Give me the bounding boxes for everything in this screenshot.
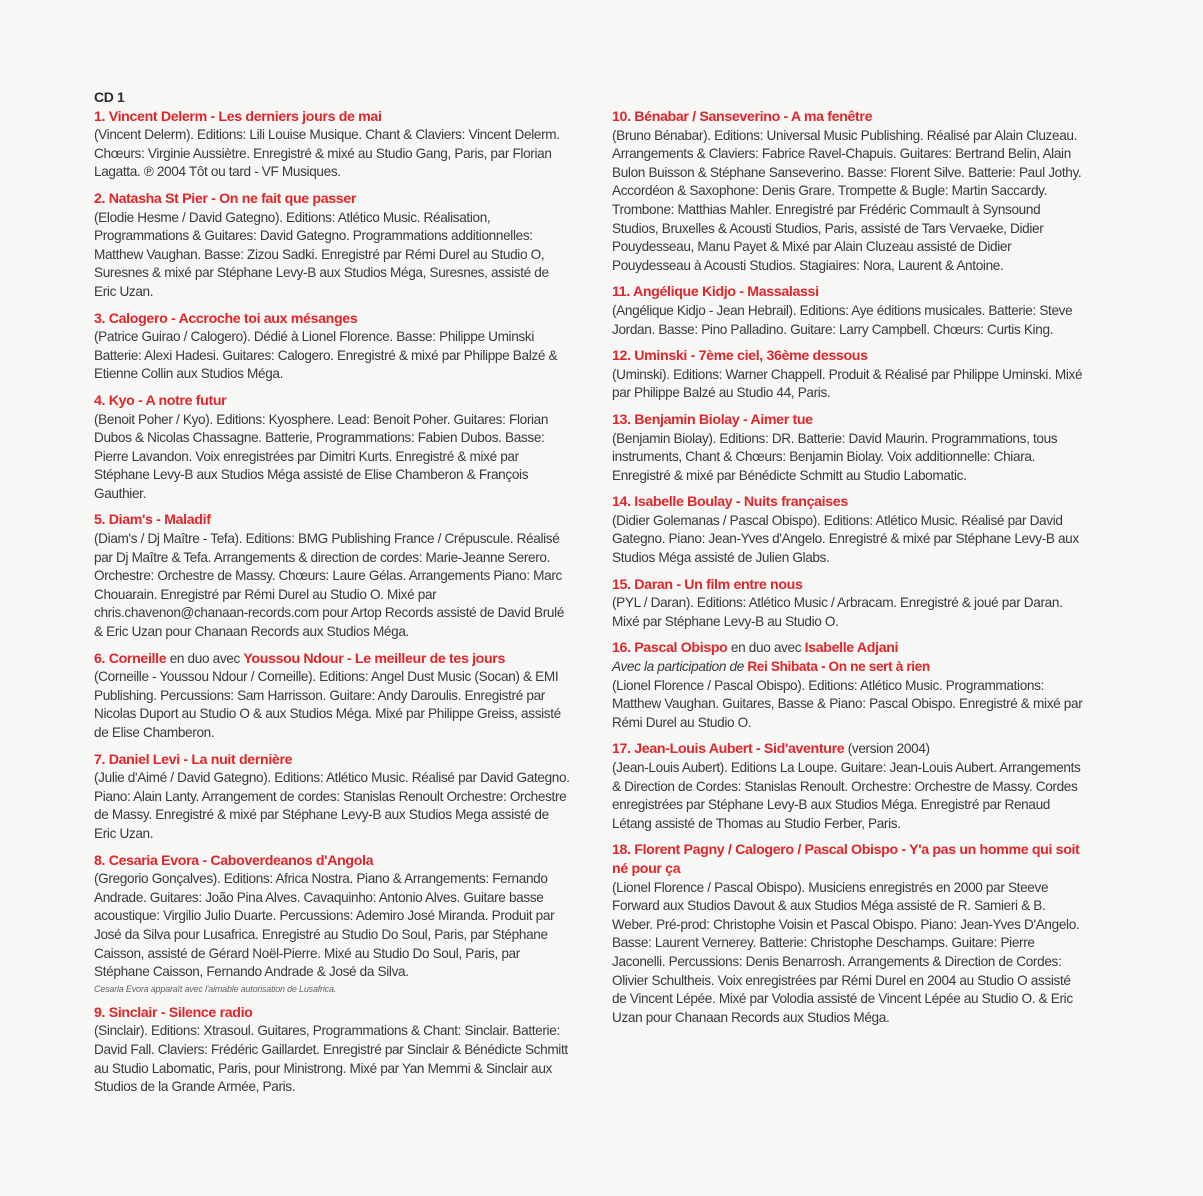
track-credits: (PYL / Daran). Editions: Atlético Music / Arbracam. Enregistré & joué par Daran. Mixé par Stéphane Levy-B au Studio O. bbox=[612, 595, 1063, 629]
track-credits: (Julie d'Aimé / David Gategno). Editions: Atlético Music. Réalisé par David Gategno. Piano: Alain Lanty. Arrangement de cordes: Stanislas Renoult Orchestre: Orchestre de Massy. Enregistré & mixé par Stéphane Levy-B aux Studios Mega assisté de Eric Uzan. bbox=[94, 770, 570, 841]
right-column bbox=[612, 108, 1086, 1035]
track-title: 11. Angélique Kidjo - Massalassi bbox=[612, 284, 819, 301]
track-entry bbox=[612, 841, 1086, 1027]
track-title: 1. Vincent Delerm - Les derniers jours de mai bbox=[94, 108, 382, 125]
track-entry bbox=[94, 511, 572, 641]
track-entry bbox=[94, 108, 572, 182]
track-title: 13. Benjamin Biolay - Aimer tue bbox=[612, 411, 813, 428]
track-credits: (Didier Golemanas / Pascal Obispo). Editions: Atlético Music. Réalisé par David Gategno. Piano: Jean-Yves d'Angelo. Enregistré & mixé par Stéphane Levy-B aux Studios Méga assisté de Julien Glabs. bbox=[612, 512, 1079, 566]
track-entry bbox=[612, 411, 1086, 485]
track-title: 15. Daran - Un film entre nous bbox=[612, 576, 803, 593]
track-title: 8. Cesaria Evora - Caboverdeanos d'Angola bbox=[94, 852, 374, 869]
track-entry bbox=[612, 639, 1086, 732]
track-entry bbox=[612, 108, 1086, 275]
track-entry bbox=[612, 283, 1086, 339]
track-title: 10. Bénabar / Sanseverino - A ma fenêtre bbox=[612, 109, 873, 125]
track-credits: (Elodie Hesme / David Gategno). Editions: Atlético Music. Réalisation, Programmations & Guitares: David Gategno. Programmations additionnelles: Matthew Vaughan. Basse: Zizou Sadki. Enregistré par Rémi Durel au Studio O, Suresnes & mixé par Stéphane Levy-B aux Studios Méga, Suresnes, assisté de Eric Uzan. bbox=[94, 209, 549, 299]
track-entry bbox=[94, 190, 572, 302]
track-entry bbox=[612, 347, 1086, 403]
track-subtitle-prefix: Avec la participation de bbox=[612, 659, 748, 675]
track-title: 5. Diam's - Maladif bbox=[94, 512, 211, 529]
track-title: 14. Isabelle Boulay - Nuits françaises bbox=[612, 494, 848, 511]
track-credits: (Uminski). Editions: Warner Chappell. Produit & Réalisé par Philippe Uminski. Mixé par Philippe Balzé au Studio 44, Paris. bbox=[612, 366, 1083, 401]
track-entry bbox=[94, 650, 572, 743]
track-credits: (Gregorio Gonçalves). Editions: Africa Nostra. Piano & Arrangements: Fernando Andrade. Guitares: João Pina Alves. Cavaquinho: Antonio Alves. Guitare basse acoustique: Virgilio Julio Duarte. Percussions: Ademiro José Miranda. Produit par José da Silva pour Lusafrica. Enregistré au Studio Do Soul, Paris, par Stéphane Caisson, assisté de Gérard Noël-Pierre. Mixé au Studio Do Soul, Paris, par Stéphane Caisson, Fernando Andrade & José da Silva. bbox=[94, 871, 555, 980]
cd-label: CD 1 bbox=[94, 89, 125, 105]
track-title-featured: Youssou Ndour - Le meilleur de tes jours bbox=[243, 650, 506, 667]
track-credits: (Benoit Poher / Kyo). Editions: Kyosphere. Lead: Benoit Poher. Guitares: Florian Dubos & Nicolas Chassagne. Batterie, Programmations: Fabien Dubos. Basse: Pierre Lavandon. Voix enregistrées par Dimitri Kurts. Enregistré & mixé par Stéphane Levy-B aux Studios Méga assisté de Elise Chamberon & François Gauthier. bbox=[94, 411, 549, 501]
track-entry bbox=[94, 1004, 572, 1097]
track-credits: (Patrice Guirao / Calogero). Dédié à Lionel Florence. Basse: Philippe Uminski Batterie: Alexi Hadesi. Guitares: Calogero. Enregistré & mixé par Philippe Balzé & Etienne Collin aux Studios Méga. bbox=[94, 329, 558, 382]
track-title: 2. Natasha St Pier - On ne fait que passer bbox=[94, 190, 357, 207]
track-subtitle-song: - On ne sert à rien bbox=[817, 659, 930, 675]
track-credits: (Bruno Bénabar). Editions: Universal Music Publishing. Réalisé par Alain Cluzeau. Arrangements & Claviers: Fabrice Ravel-Chapuis. Guitares: Bertrand Belin, Alain Bulon Buisson & Stéphane Sanseverino. Basse: Florent Silve. Batterie: Paul Jothy. Accordéon & Saxophone: Denis Grare. Trompette & Bugle: Martin Saccardy. Trombone: Matthias Mahler. Enregistré par Frédéric Commault à Synsound Studios, Bruxelles & Acousti Studios, Paris, assisté de Tars Vervaeke, Didier Pouydesseau, Manu Payet & Mixé par Alain Cluzeau assisté de Didier Pouydesseau à Acousti Studios. Stagiaires: Nora, Laurent & Antoine. bbox=[612, 127, 1082, 273]
track-title: 9. Sinclair - Silence radio bbox=[94, 1004, 253, 1021]
track-title-joiner: en duo avec bbox=[166, 650, 244, 666]
track-title: 6. Corneille bbox=[94, 650, 167, 667]
track-entry bbox=[612, 576, 1086, 632]
track-credits: (Jean-Louis Aubert). Editions La Loupe. Guitare: Jean-Louis Aubert. Arrangements & Direction de Cordes: Stanislas Renoult. Orchestre: Orchestre de Massy. Cordes enregistrées par Stéphane Levy-B aux Studios Méga. Enregistré par Renaud Létang assisté de Thomas au Studio Ferber, Paris. bbox=[612, 760, 1081, 831]
track-title-featured: Isabelle Adjani bbox=[804, 640, 899, 657]
track-credits: (Lionel Florence / Pascal Obispo). Editions: Atlético Music. Programmations: Matthew Vaughan. Guitares, Basse & Piano: Pascal Obispo. Enregistré & mixé par Rémi Durel au Studio O. bbox=[612, 677, 1083, 730]
track-credits: (Angélique Kidjo - Jean Hebrail). Editions: Aye éditions musicales. Batterie: Steve Jordan. Basse: Pino Palladino. Guitare: Larry Campbell. Chœurs: Curtis King. bbox=[612, 302, 1073, 337]
track-title: 16. Pascal Obispo bbox=[612, 640, 728, 657]
track-title-joiner: en duo avec bbox=[727, 640, 805, 656]
track-entry bbox=[94, 852, 572, 996]
track-title: 12. Uminski - 7ème ciel, 36ème dessous bbox=[612, 348, 868, 365]
track-entry bbox=[94, 751, 572, 844]
track-credits: (Diam's / Dj Maître - Tefa). Editions: BMG Publishing France / Crépuscule. Réalisé par Dj Maître & Tefa. Arrangements & direction de cordes: Marie-Jeanne Serero. Orchestre: Orchestre de Massy. Chœurs: Laure Gélas. Arrangements Piano: Marc Chouarain. Enregistré par Rémi Durel au Studio O. Mixé par chris.chavenon@chanaan-records.com pour Artop Records assisté de David Brulé & Eric Uzan pour Chanaan Records aux Studios Méga. bbox=[94, 531, 565, 640]
track-credits: (Sinclair). Editions: Xtrasoul. Guitares, Programmations & Chant: Sinclair. Batterie: David Fall. Claviers: Frédéric Gaillardet. Enregistré par Sinclair & Bénédicte Schmitt au Studio Labomatic, Paris, pour Ministrong. Mixé par Yan Memmi & Sinclair aux Studios de la Grande Armée, Paris. bbox=[94, 1023, 568, 1095]
track-title: 4. Kyo - A notre futur bbox=[94, 392, 227, 409]
track-title: 7. Daniel Levi - La nuit dernière bbox=[94, 751, 293, 768]
track-credits: (Corneille - Youssou Ndour / Corneille). Editions: Angel Dust Music (Socan) & EMI Publishing. Percussions: Sam Harrisson. Guitare: Andy Daroulis. Enregistré par Nicolas Duport au Studio O & aux Studios Méga. Mixé par Philippe Greiss, assisté de Elise Chamberon. bbox=[94, 669, 561, 740]
track-subtitle-guest: Rei Shibata bbox=[747, 659, 818, 675]
track-version: (version 2004) bbox=[844, 741, 930, 757]
track-entry bbox=[612, 740, 1086, 833]
track-entry bbox=[612, 493, 1086, 567]
track-title: 18. Florent Pagny / Calogero / Pascal Obispo - Y'a pas un homme qui soit né pour ça bbox=[612, 842, 1080, 877]
track-title: 3. Calogero - Accroche toi aux mésanges bbox=[94, 310, 358, 327]
track-entry bbox=[94, 310, 572, 384]
track-note: Cesaria Evora apparaît avec l'aimable autorisation de Lusafrica. bbox=[94, 983, 337, 994]
left-column bbox=[94, 88, 572, 1105]
track-credits: (Vincent Delerm). Editions: Lili Louise Musique. Chant & Claviers: Vincent Delerm. Chœurs: Virginie Aussiètre. Enregistré & mixé au Studio Gang, Paris, par Florian Lagatta. ℗ 2004 Tôt ou tard - VF Musiques. bbox=[94, 127, 560, 180]
track-entry bbox=[94, 392, 572, 504]
track-title: 17. Jean-Louis Aubert - Sid'aventure bbox=[612, 741, 845, 758]
track-credits: (Lionel Florence / Pascal Obispo). Musiciens enregistrés en 2000 par Steeve Forward aux Studios Davout & aux Studios Méga assisté de R. Samieri & B. Weber. Pré-prod: Christophe Voisin et Pascal Obispo. Piano: Jean-Yves D'Angelo. Basse: Laurent Vernerey. Batterie: Christophe Deschamps. Guitare: Pierre Jaconelli. Percussions: Denis Benarrosh. Arrangements & Direction de Cordes: Olivier Schultheis. Voix enregistrées par Rémi Durel en 2004 au Studio O assisté de Vincent Lépée. Mixé par Volodia assisté de Vincent Lépée au Studio O. & Eric Uzan pour Chanaan Records aux Studios Méga. bbox=[612, 879, 1080, 1025]
track-subtitle bbox=[612, 658, 1086, 677]
track-credits: (Benjamin Biolay). Editions: DR. Batterie: David Maurin. Programmations, tous instruments, Chant & Chœurs: Benjamin Biolay. Voix additionnelle: Chiara. Enregistré & mixé par Bénédicte Schmitt au Studio Labomatic. bbox=[612, 430, 1058, 483]
